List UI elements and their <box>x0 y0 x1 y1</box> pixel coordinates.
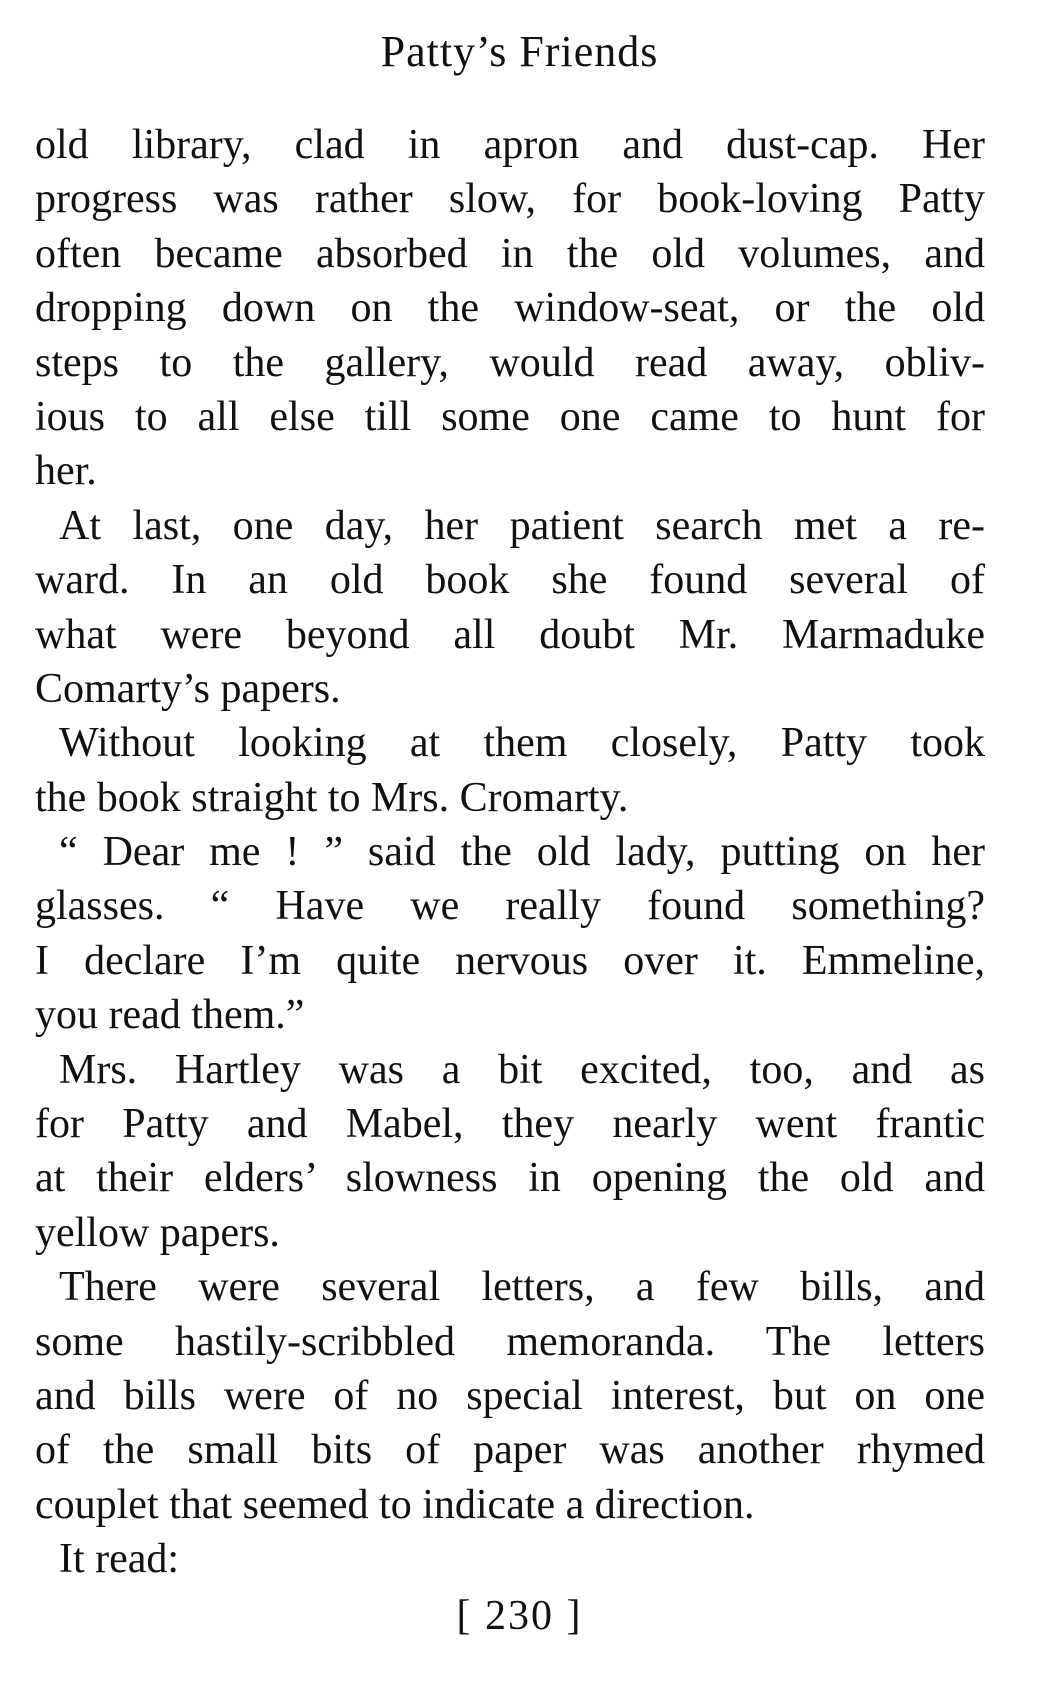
text-line: steps to the gallery, would read away, obliv- <box>35 339 985 386</box>
body-text <box>35 118 985 1587</box>
text-line: her. <box>35 448 97 495</box>
text-line: Without looking at them closely, Patty took <box>59 720 985 767</box>
text-line: glasses. “ Have we really found something? <box>35 883 985 930</box>
text-line: “ Dear me ! ” said the old lady, putting on her <box>59 829 985 876</box>
text-line: you read them.” <box>35 992 305 1039</box>
running-head: Patty’s Friends <box>380 27 659 76</box>
text-line: It read: <box>59 1536 180 1583</box>
text-line: what were beyond all doubt Mr. Marmaduke <box>35 611 985 658</box>
text-line: of the small bits of paper was another rhymed <box>35 1427 985 1474</box>
text-line: ious to all else till some one came to hunt for <box>35 393 985 440</box>
text-line: progress was rather slow, for book-loving Patty <box>35 176 985 223</box>
text-line: couplet that seemed to indicate a direction. <box>35 1481 755 1528</box>
text-line: the book straight to Mrs. Cromarty. <box>35 774 629 821</box>
text-line: ward. In an old book she found several of <box>35 557 985 604</box>
text-line: some hastily-scribbled memoranda. The letters <box>35 1318 985 1365</box>
text-line: often became absorbed in the old volumes, and <box>35 230 985 277</box>
text-line: and bills were of no special interest, but on one <box>35 1372 985 1419</box>
text-line: Comarty’s papers. <box>35 665 341 712</box>
text-line: There were several letters, a few bills, and <box>59 1264 985 1311</box>
page-number: [ 230 ] <box>456 1593 583 1639</box>
text-line: dropping down on the window-seat, or the old <box>35 285 985 332</box>
text-line: old library, clad in apron and dust-cap. Her <box>35 122 985 168</box>
text-line: At last, one day, her patient search met a re- <box>59 502 985 549</box>
text-line: at their elders’ slowness in opening the old and <box>35 1155 985 1202</box>
text-line: Mrs. Hartley was a bit excited, too, and as <box>59 1046 985 1093</box>
text-line: I declare I’m quite nervous over it. Emmeline, <box>35 937 985 984</box>
text-line: yellow papers. <box>35 1209 280 1256</box>
text-line: for Patty and Mabel, they nearly went frantic <box>35 1101 985 1148</box>
